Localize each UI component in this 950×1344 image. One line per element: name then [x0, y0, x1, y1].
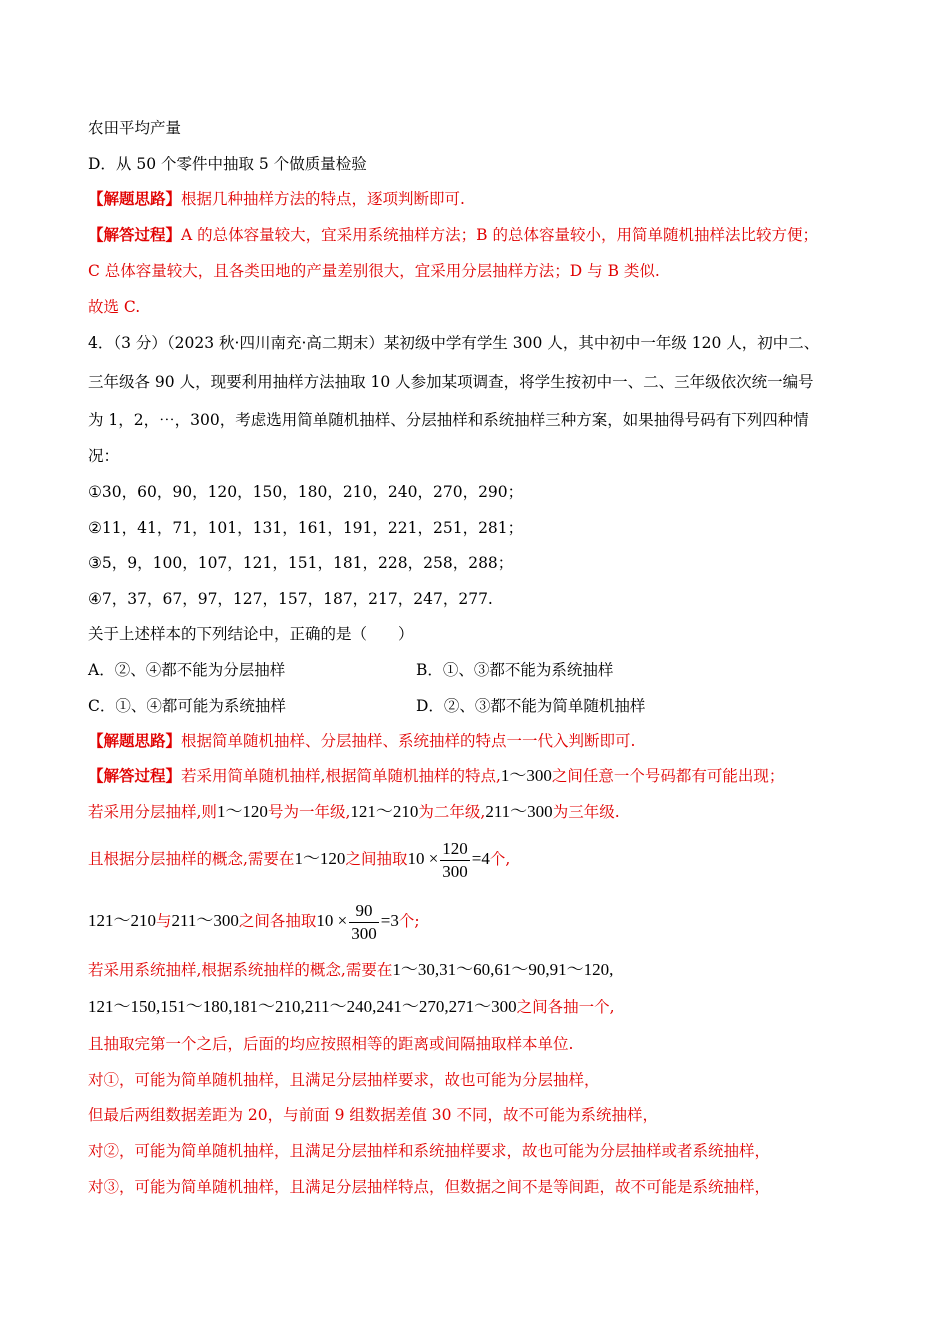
denominator: 300: [351, 923, 377, 943]
solution-process-10: 对②，可能为简单随机抽样，且满足分层抽样和系统抽样要求，故也可能为分层抽样或者系统抽样，: [88, 1142, 771, 1160]
numerator: 90: [349, 900, 379, 923]
range-math: 121～150,151～180,181～210,211～240,241～270,271～300: [88, 997, 517, 1016]
unit-text: 个,: [489, 850, 511, 868]
solution-thinking: [88, 731, 635, 751]
solution-process-1: [88, 766, 784, 786]
each-text: 之间各抽一个,: [516, 998, 615, 1016]
range-math: 121～210: [350, 802, 419, 821]
prev-answer: 故选 C.: [88, 298, 141, 316]
q4-stem: 关于上述样本的下列结论中，正确的是（ ）: [88, 625, 414, 643]
grade-label: 为二年级,: [418, 803, 486, 821]
range-math: 1～120: [216, 802, 268, 821]
range-math: 211～300: [485, 802, 553, 821]
q4-sample-1: ①30，60，90，120，150，180，210，240，270，290；: [88, 483, 524, 501]
solution-process-11: 对③，可能为简单随机抽样，且满足分层抽样特点，但数据之间不是等间距，故不可能是系统抽样，: [88, 1178, 771, 1196]
q4-sample-3: ③5，9，100，107，121，151，181，228，258，288；: [88, 554, 514, 572]
solution-process-7: 且抽取完第一个之后，后面的均应按照相等的距离或间隔抽取样本单位.: [88, 1035, 574, 1053]
process-text: A 的总体容量较大，宜采用系统抽样方法；B 的总体容量较小，用简单随机抽样法比较方便；: [181, 226, 818, 244]
q4-line-1: 4．（3 分）（2023 秋·四川南充·高二期末）某初级中学有学生 300 人，其中初中一年级 120 人，初中二、: [88, 334, 820, 352]
range-math: 1～30,31～60,61～90,91～120,: [392, 960, 614, 979]
process-tail: 之间任意一个号码都有可能出现；: [551, 767, 785, 785]
stratified-concept: 且根据分层抽样的概念,需要在: [88, 850, 295, 868]
coefficient: 10 ×: [316, 911, 348, 930]
thinking-tag: 【解题思路】: [88, 189, 182, 208]
and-text: 与: [156, 912, 172, 930]
coefficient: 10 ×: [407, 849, 439, 868]
option-d[interactable]: D．②、③都不能为简单随机抽样: [416, 697, 646, 715]
grade-label: 号为一年级,: [267, 803, 351, 821]
between-text: 之间各抽取: [238, 912, 317, 930]
option-c[interactable]: C．①、④都可能为系统抽样: [88, 697, 286, 715]
thinking-tag: 【解题思路】: [88, 731, 182, 750]
thinking-text: 根据简单随机抽样、分层抽样、系统抽样的特点一一代入判断即可.: [181, 732, 636, 750]
q4-sample-2: ②11，41，71，101，131，161，191，221，251，281；: [88, 519, 524, 537]
process-text: 若采用简单随机抽样,根据简单随机抽样的特点,: [181, 767, 501, 785]
numerator: 120: [440, 838, 470, 861]
solution-process-5: [88, 960, 613, 980]
prev-process-2: C 总体容量较大，且各类田地的产量差别很大，宜采用分层抽样方法；D 与 B 类似.: [88, 262, 660, 280]
fraction-90-300: [349, 900, 379, 945]
range-math: 1～300: [500, 766, 552, 785]
between-text: 之间抽取: [345, 850, 408, 868]
range-math: 121～210: [88, 911, 156, 930]
solution-process-2: [88, 802, 620, 822]
process-tag: 【解答过程】: [88, 225, 182, 244]
prev-thinking: [88, 189, 465, 209]
thinking-text: 根据几种抽样方法的特点，逐项判断即可.: [181, 190, 465, 208]
solution-process-6: [88, 997, 615, 1017]
range-math: 1～120: [294, 849, 346, 868]
q4-sample-4: ④7，37，67，97，127，157，187，217，247，277.: [88, 590, 493, 608]
q4-line-4: 况：: [88, 447, 120, 465]
prev-question-tail: 农田平均产量: [88, 119, 182, 137]
equals-result: =4: [471, 849, 490, 868]
unit-text: 个;: [398, 912, 420, 930]
grade-label: 为三年级.: [552, 803, 620, 821]
prev-process-1: [88, 225, 818, 245]
denominator: 300: [442, 861, 468, 881]
solution-process-3: [88, 836, 510, 883]
process-tag: 【解答过程】: [88, 766, 182, 785]
range-math: 211～300: [171, 911, 239, 930]
equals-result: =3: [380, 911, 399, 930]
systematic-concept: 若采用系统抽样,根据系统抽样的概念,需要在: [88, 961, 393, 979]
stratified-intro: 若采用分层抽样,则: [88, 803, 217, 821]
solution-process-8: 对①，可能为简单随机抽样，且满足分层抽样要求，故也可能为分层抽样，: [88, 1071, 600, 1089]
q4-line-2: 三年级各 90 人，现要利用抽样方法抽取 10 人参加某项调查，将学生按初中一、二、三年级依次统一编号: [88, 373, 814, 391]
fraction-120-300: [440, 838, 470, 883]
solution-process-4: [88, 898, 420, 945]
prev-option-d: D．从 50 个零件中抽取 5 个做质量检验: [88, 155, 367, 173]
solution-process-9: 但最后两组数据差距为 20，与前面 9 组数据差值 30 不同，故不可能为系统抽样，: [88, 1106, 658, 1124]
q4-line-3: 为 1，2，⋯，300，考虑选用简单随机抽样、分层抽样和系统抽样三种方案，如果抽得号码有下列四种情: [88, 411, 809, 429]
option-a[interactable]: A．②、④都不能为分层抽样: [88, 661, 286, 679]
option-b[interactable]: B．①、③都不能为系统抽样: [416, 661, 614, 679]
